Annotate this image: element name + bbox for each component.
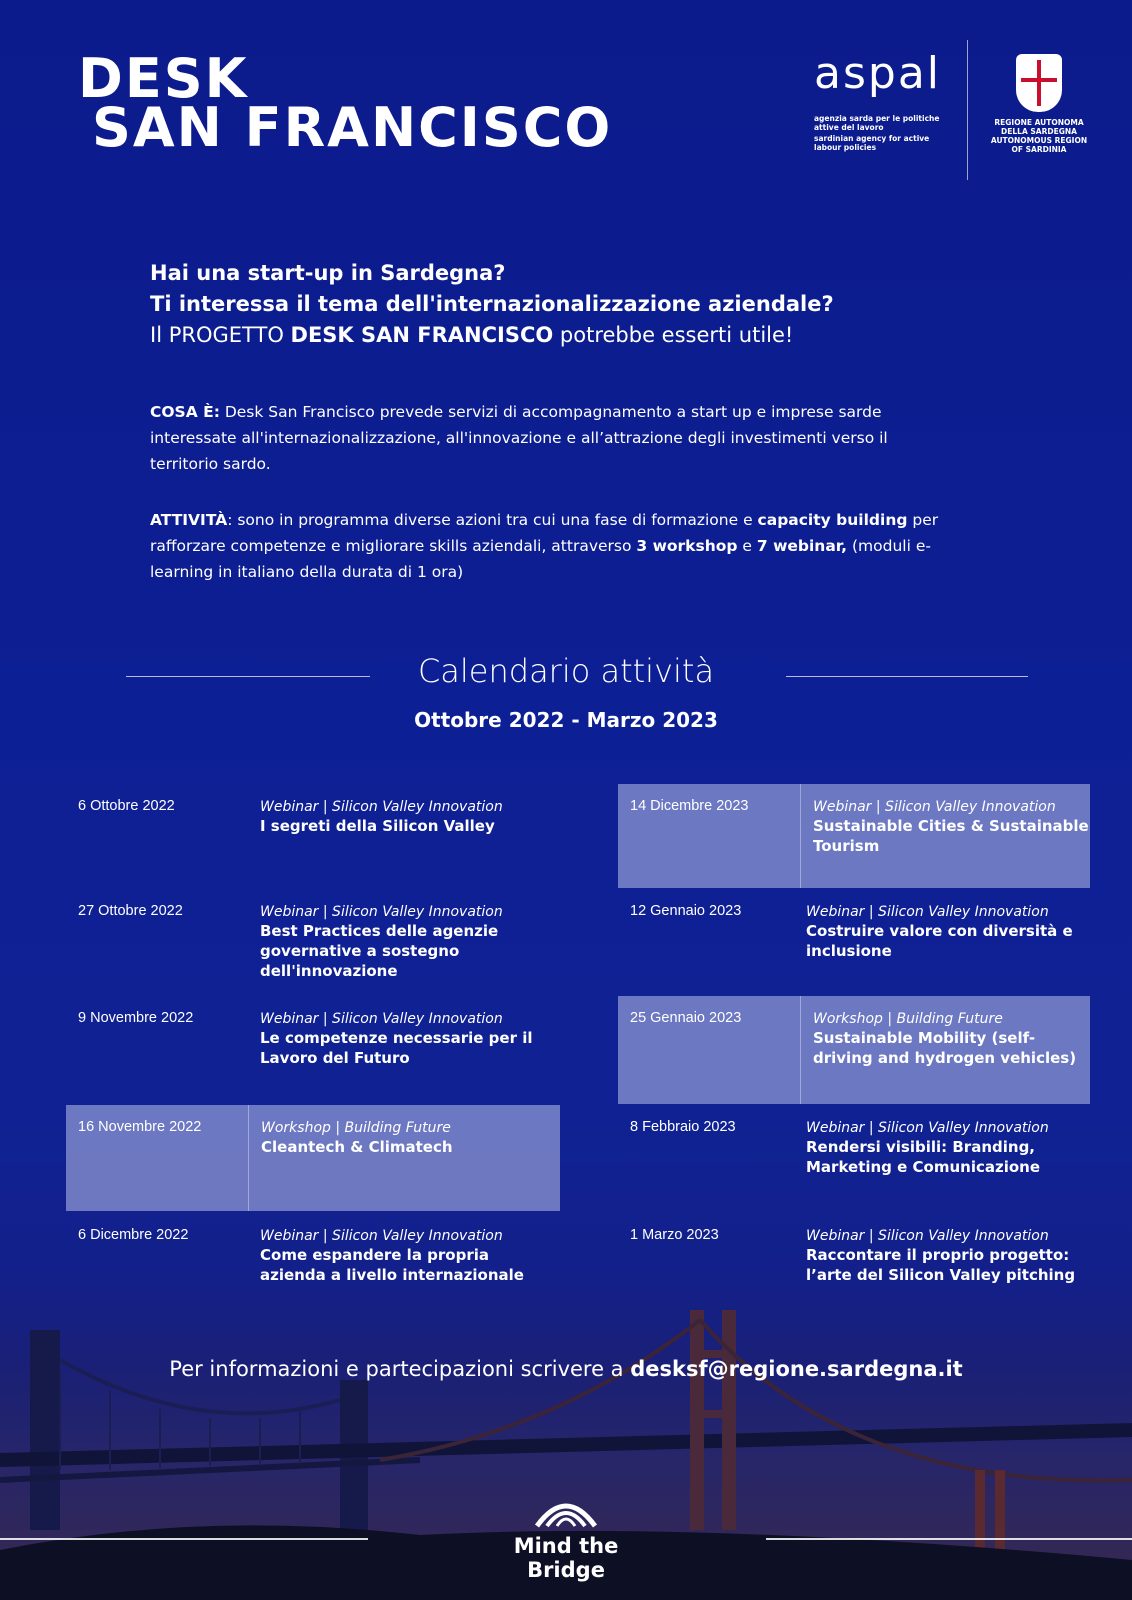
event-title: Rendersi visibili: Branding, Marketing e Comunicazione — [806, 1138, 1041, 1176]
event-type: Webinar | Silicon Valley Innovation — [260, 1228, 503, 1244]
attivita-paragraph — [150, 507, 940, 585]
event-date: 16 Novembre 2022 — [78, 1119, 202, 1135]
event-type: Webinar | Silicon Valley Innovation — [806, 1228, 1049, 1244]
region-name-it: REGIONE AUTONOMA DELLA SARDEGNA — [994, 118, 1084, 136]
event-date: 27 Ottobre 2022 — [78, 903, 183, 919]
attivita-label: ATTIVITÀ — [150, 511, 228, 529]
intro-line-3-bold: DESK SAN FRANCISCO — [290, 323, 554, 347]
event-type: Webinar | Silicon Valley Innovation — [806, 1120, 1049, 1136]
event-item — [618, 1105, 1090, 1209]
event-item — [618, 889, 1090, 993]
event-type: Workshop | Building Future — [261, 1120, 451, 1136]
event-title: Best Practices delle agenzie governative a sostegno dell'innovazione — [260, 922, 499, 980]
bridge-arc-icon — [531, 1492, 601, 1528]
intro-block — [150, 258, 834, 351]
aspal-mark: aspal — [814, 48, 942, 99]
intro-line-3 — [150, 320, 834, 351]
event-item — [618, 1213, 1090, 1317]
event-date: 6 Dicembre 2022 — [78, 1227, 189, 1243]
cosa-e-paragraph — [150, 399, 950, 477]
logo-line-2: SAN FRANCISCO — [92, 95, 613, 159]
event-title: Come espandere la propria azienda a livello internazionale — [260, 1246, 524, 1284]
mind-the-bridge-logo — [480, 1492, 652, 1582]
event-item — [66, 784, 560, 888]
aspal-text-it: agenzia sarda per le politiche attive del lavoro — [814, 114, 940, 132]
footer-rule-left — [0, 1538, 368, 1540]
event-date: 9 Novembre 2022 — [78, 1010, 194, 1026]
intro-line-3-post: potrebbe esserti utile! — [553, 323, 794, 347]
logo-line-1: DESK — [78, 47, 249, 110]
event-item-highlighted — [618, 784, 1090, 888]
event-date: 14 Dicembre 2023 — [630, 798, 749, 814]
logo-divider — [967, 40, 968, 180]
cosa-e-text: Desk San Francisco prevede servizi di accompagnamento a start up e imprese sarde interessate all'internazionalizzazione, all'innovazione e all’attrazione degli investimenti verso il territorio sardo. — [150, 403, 888, 473]
event-type: Workshop | Building Future — [813, 1011, 1003, 1027]
event-type: Webinar | Silicon Valley Innovation — [806, 904, 1049, 920]
event-title: Sustainable Cities & Sustainable Tourism — [813, 817, 1089, 855]
footer-rule-right — [766, 1538, 1132, 1540]
cosa-e-label: COSA È: — [150, 403, 220, 421]
event-date: 8 Febbraio 2023 — [630, 1119, 736, 1135]
event-title: Sustainable Mobility (self-driving and hydrogen vehicles) — [813, 1029, 1077, 1067]
intro-question-1: Hai una start-up in Sardegna? — [150, 261, 506, 285]
event-item — [66, 889, 560, 993]
attivita-text-4: (moduli e-learning in italiano della durata di 1 ora) — [150, 537, 931, 581]
event-item-highlighted — [66, 1105, 560, 1211]
region-sardegna-logo — [984, 54, 1094, 154]
attivita-bold-1: capacity building — [757, 511, 908, 529]
calendar-title: Calendario attività — [417, 652, 715, 690]
event-title: Costruire valore con diversità e inclusione — [806, 922, 1073, 960]
region-name-en: AUTONOMOUS REGION OF SARDINIA — [990, 136, 1088, 154]
event-type: Webinar | Silicon Valley Innovation — [260, 904, 503, 920]
intro-line-3-pre: Il PROGETTO — [150, 323, 291, 347]
attivita-bold-3: 7 webinar, — [756, 537, 848, 555]
sardinia-shield-icon — [1016, 54, 1062, 112]
attivita-bold-2: 3 workshop — [636, 537, 738, 555]
event-item — [66, 996, 560, 1100]
intro-question-2: Ti interessa il tema dell'internazionalizzazione aziendale? — [150, 292, 834, 316]
event-date: 25 Gennaio 2023 — [630, 1010, 742, 1026]
aspal-text-en: sardinian agency for active labour policies — [814, 134, 930, 152]
contact-email-link[interactable]: desksf@regione.sardegna.it — [630, 1357, 963, 1381]
event-type: Webinar | Silicon Valley Innovation — [260, 799, 503, 815]
calendar-subtitle: Ottobre 2022 - Marzo 2023 — [414, 708, 718, 732]
event-item-highlighted — [618, 996, 1090, 1104]
event-date: 6 Ottobre 2022 — [78, 798, 175, 814]
event-type: Webinar | Silicon Valley Innovation — [813, 799, 1056, 815]
attivita-text-1: : sono in programma diverse azioni tra cui una fase di formazione e — [227, 511, 758, 529]
event-title: Raccontare il proprio progetto: l’arte del Silicon Valley pitching — [806, 1246, 1076, 1284]
attivita-text-3: e — [737, 537, 757, 555]
desk-san-francisco-logo — [78, 47, 613, 159]
event-title: Le competenze necessarie per il Lavoro del Futuro — [260, 1029, 533, 1067]
contact-text: Per informazioni e partecipazioni scrivere a — [169, 1357, 631, 1381]
event-date: 1 Marzo 2023 — [630, 1227, 719, 1243]
event-title: Cleantech & Climatech — [261, 1138, 453, 1156]
event-date: 12 Gennaio 2023 — [630, 903, 742, 919]
attivita-text-2: per rafforzare competenze e migliorare skills aziendali, attraverso — [150, 511, 939, 555]
contact-line — [0, 1357, 1132, 1381]
event-title: I segreti della Silicon Valley — [260, 817, 495, 835]
aspal-logo — [814, 48, 944, 152]
event-type: Webinar | Silicon Valley Innovation — [260, 1011, 503, 1027]
event-item — [66, 1213, 560, 1317]
mind-the-bridge-name: Mind the Bridge — [513, 1534, 619, 1582]
